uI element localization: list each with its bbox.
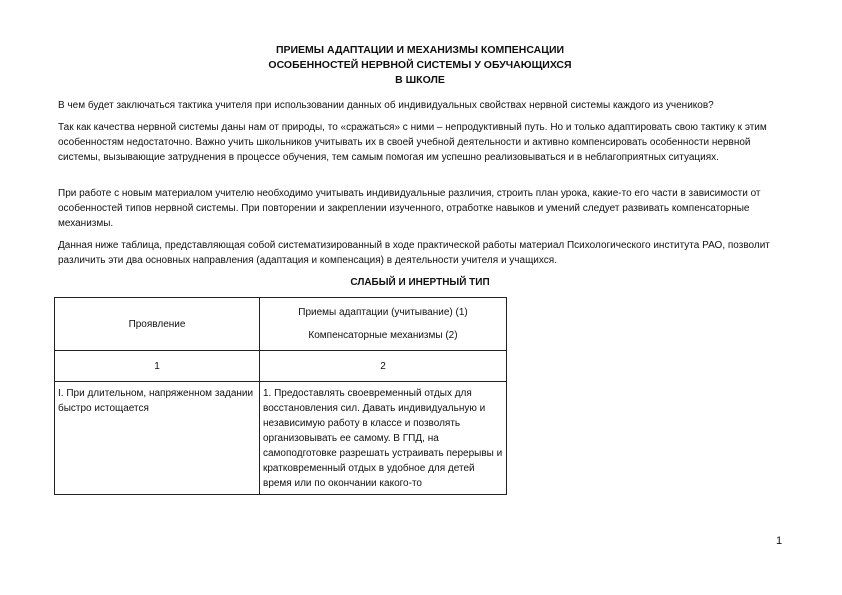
table-cell-manifestation (55, 382, 260, 495)
table-title: СЛАБЫЙ И ИНЕРТНЫЙ ТИП (350, 277, 490, 288)
paragraph-question: В чем будет заключаться тактика учителя при использовании данных об индивидуальных свойствах нервной системы каждого из учеников? (58, 100, 714, 111)
title-line-2: ОСОБЕННОСТЕЙ НЕРВНОЙ СИСТЕМЫ У ОБУЧАЮЩИХСЯ (268, 59, 572, 71)
paragraph-tactics: Так как качества нервной системы даны нам от природы, то «сражаться» с ними – непродуктивный путь. Но и только адаптировать свою тактику к этим особенностям недостаточно. Важно учить школьников учитывать их в своей учебной деятельности и активно компенсировать особенности нервной системы, вызывающие затруднения в процессе обучения, тем самым помогая им успешно реализовываться и в неблагоприятных ситуациях. (58, 122, 767, 163)
page-number: 1 (776, 535, 783, 547)
column-number-2: 2 (260, 351, 507, 382)
title-line-3: В ШКОЛЕ (395, 74, 445, 86)
table-cell-techniques (260, 382, 507, 495)
header-cell-techniques (260, 298, 507, 351)
paragraph-table-intro: Данная ниже таблица, представляющая собой систематизированный в ходе практической работы материал Психологического института РАО, позволит различить эти два основных направления (адаптация и компенсация) в деятельности учителя и учащихся. (58, 240, 770, 266)
adaptation-table (54, 297, 507, 495)
column-number-1: 1 (55, 351, 260, 382)
header-techniques-line-2: Компенсаторные механизмы (2) (308, 330, 458, 341)
header-cell-manifestation: Проявление (55, 298, 260, 351)
table-header-row (55, 298, 507, 351)
cell-techniques-text: 1. Предоставлять своевременный отдых для восстановления сил. Давать индивидуальную и независимую работу в классе и позволять организовывать ее самому. В ГПД, на самоподготовке разрешать устраивать перерывы и кратковременный отдых в удобное для детей время или по окончании какого-то (263, 388, 503, 489)
title-line-1: ПРИЕМЫ АДАПТАЦИИ И МЕХАНИЗМЫ КОМПЕНСАЦИИ (275, 44, 565, 56)
document-title (190, 43, 650, 88)
table-row (55, 382, 507, 495)
paragraph-new-material: При работе с новым материалом учителю необходимо учитывать индивидуальные различия, строить план урока, какие-то его части в зависимости от особенностей типов нервной системы. При повторении и закреплении изученного, отработке навыков и умений следует развивать компенсаторные механизмы. (58, 188, 761, 229)
table-number-row (55, 351, 507, 382)
header-techniques-line-1: Приемы адаптации (учитывание) (1) (298, 307, 468, 318)
cell-manifestation-text: I. При длительном, напряженном задании быстро истощается (58, 388, 254, 414)
